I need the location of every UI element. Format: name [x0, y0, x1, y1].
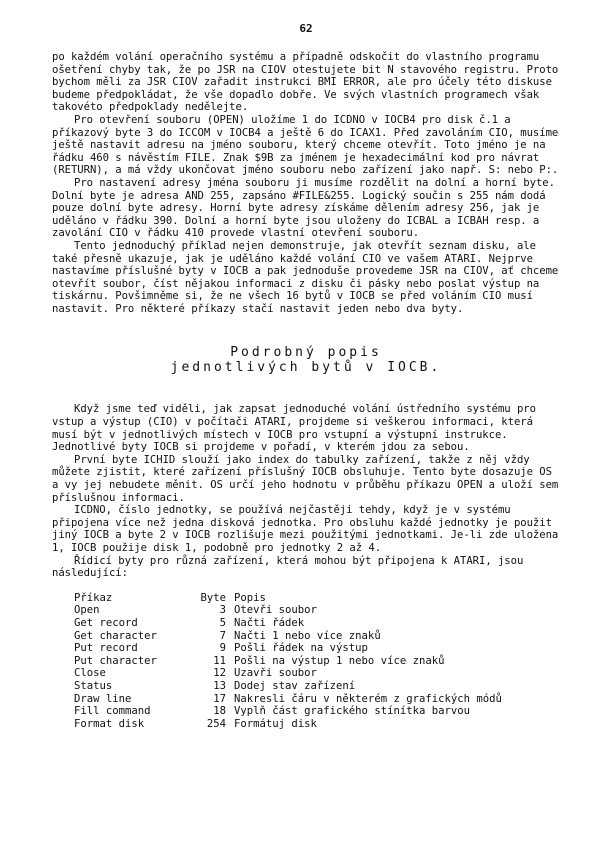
description-cell: Nakresli čáru v některém z grafických módů [234, 692, 502, 705]
command-cell: Get character [74, 629, 157, 642]
byte-cell: 3 [219, 604, 226, 617]
column-header-description: Popis [234, 591, 266, 604]
column-header-command: Příkaz [74, 591, 113, 604]
byte-cell: 18 [213, 705, 226, 718]
byte-cell: 5 [219, 616, 226, 629]
command-cell: Close [74, 667, 106, 680]
table-header-row [74, 592, 502, 605]
section-heading [52, 345, 560, 375]
description-cell: Pošli řádek na výstup [234, 642, 368, 655]
table-row [74, 630, 502, 643]
byte-cell: 11 [213, 654, 226, 667]
page-number: 62 [299, 22, 313, 35]
description-cell: Dodej stav zařízení [234, 679, 356, 692]
command-cell: Format disk [74, 717, 145, 730]
table-row [74, 617, 502, 630]
paragraph: Když jsme teď viděli, jak zapsat jednoduché volání ústředního systému pro vstup a výstup (CIO) v počítači ATARI, projdeme si veškerou informaci, která musí být v jednotlivých místech v IOCB pro vstupní a výstupní instrukce. Jednotlivé byty IOCB si projdeme v pořadí, v kterém jdou za sebou. [52, 403, 536, 454]
command-cell: Status [74, 679, 113, 692]
description-cell: Formátuj disk [234, 717, 317, 730]
paragraph: Řídicí byty pro různá zařízení, která mohou být připojena k ATARI, jsou následující: [52, 554, 524, 580]
command-cell: Fill command [74, 705, 151, 718]
byte-cell: 13 [213, 679, 226, 692]
column-header-byte: Byte [200, 591, 226, 604]
paragraph: ICDNO, číslo jednotky, se používá nejčastěji tehdy, když je v systému připojena více než jedna disková jednotka. Pro obsluhu každé jednotky je použit jiný IOCB a byte 2 v IOCB rozlišuje mezi použitými jednotkami. Je-li zde uložena 1, IOCB použije disk 1, podobně pro jednotky 2 až 4. [52, 504, 559, 554]
byte-cell: 254 [206, 717, 226, 730]
description-cell: Načti 1 nebo více znaků [234, 629, 381, 642]
command-cell: Get record [74, 616, 138, 629]
byte-cell: 12 [213, 667, 226, 680]
table-row [74, 680, 502, 693]
table-row [74, 718, 502, 731]
description-cell: Pošli na výstup 1 nebo více znaků [234, 654, 445, 667]
table-row [74, 642, 502, 655]
paragraph: Pro nastavení adresy jména souboru ji musíme rozdělit na dolní a horní byte. Dolní byte je adresa AND 255, zapsáno #FILE&255. Logický součin s 255 nám dodá pouze dolní byte adresy. Horní byte adresy získáme dělením adresy 256, jak je uděláno v řádku 390. Dolní a horní byte jsou uloženy do ICBAL a ICBAH resp. a zavolání CIO v řádku 410 provede vlastní otevření souboru. [52, 176, 555, 240]
description-cell: Uzavři soubor [234, 667, 317, 680]
command-cell: Draw line [74, 692, 132, 705]
table-row [74, 655, 502, 668]
description-cell: Vyplň část grafického stínítka barvou [234, 705, 470, 718]
paragraph: Tento jednoduchý příklad nejen demonstruje, jak otevřít seznam disku, ale také přesně ukazuje, jak je uděláno každé volání CIO ve vašem ATARI. Nejprve nastavíme příslušné byty v IOCB a pak jednoduše provedeme JSR na CIOV, ať chceme otevřít soubor, číst nějakou informaci z disku či pásky nebo poslat výstup na tiskárnu. Povšimněme si, že ne všech 16 bytů v IOCB se před voláním CIO musí nastavit. Pro některé příkazy stačí nastavit jeden nebo dva byty. [52, 239, 559, 315]
command-table [74, 592, 502, 731]
description-cell: Načti řádek [234, 616, 305, 629]
description-cell: Otevři soubor [234, 604, 317, 617]
table-row [74, 667, 502, 680]
paragraph: po každém volání operačního systému a případně odskočit do vlastního programu ošetření chyby tak, že po JSR na CIOV otestujete bit N stavového registru. Proto bychom měli za JSR CIOV zařadit instrukci BMI ERROR, ale pro účely této diskuse budeme předpokládat, že vše dopadlo dobře. Ve svých vlastních programech však takovéto předpoklady nedělejte. [52, 51, 559, 114]
byte-cell: 7 [219, 629, 226, 642]
section-heading-line: jednotlivých bytů v IOCB. [170, 360, 442, 376]
byte-cell: 17 [213, 692, 226, 705]
command-cell: Open [74, 604, 100, 617]
byte-cell: 9 [219, 642, 226, 655]
command-cell: Put character [74, 654, 157, 667]
paragraph: První byte ICHID slouží jako index do tabulky zařízení, takže z něj vždy můžete zjistit, které zařízení příslušný IOCB obsluhuje. Tento byte dosazuje OS a vy jej nebudete měnit. OS určí jeho hodnotu v průběhu příkazu OPEN a uloží sem příslušnou informaci. [52, 453, 559, 504]
section-heading-line: Podrobný popis [230, 345, 382, 361]
paragraph: Pro otevření souboru (OPEN) uložíme 1 do ICDNO v IOCB4 pro disk č.1 a příkazový byte 3 do ICCOM v IOCB4 a ještě 6 do ICAX1. Před zavoláním CIO, musíme ještě nastavit adresu na jméno souboru, který chceme otevřít. Toto jméno je na řádku 460 s návěstím FILE. Znak $9B za jménem je hexadecimální kod pro návrat (RETURN), a má vždy ukončovat jméno souboru nebo zařízení jako např. S: nebo P:. [52, 113, 559, 177]
table-row [74, 693, 502, 706]
table-row [74, 705, 502, 718]
table-row [74, 604, 502, 617]
command-cell: Put record [74, 642, 138, 655]
